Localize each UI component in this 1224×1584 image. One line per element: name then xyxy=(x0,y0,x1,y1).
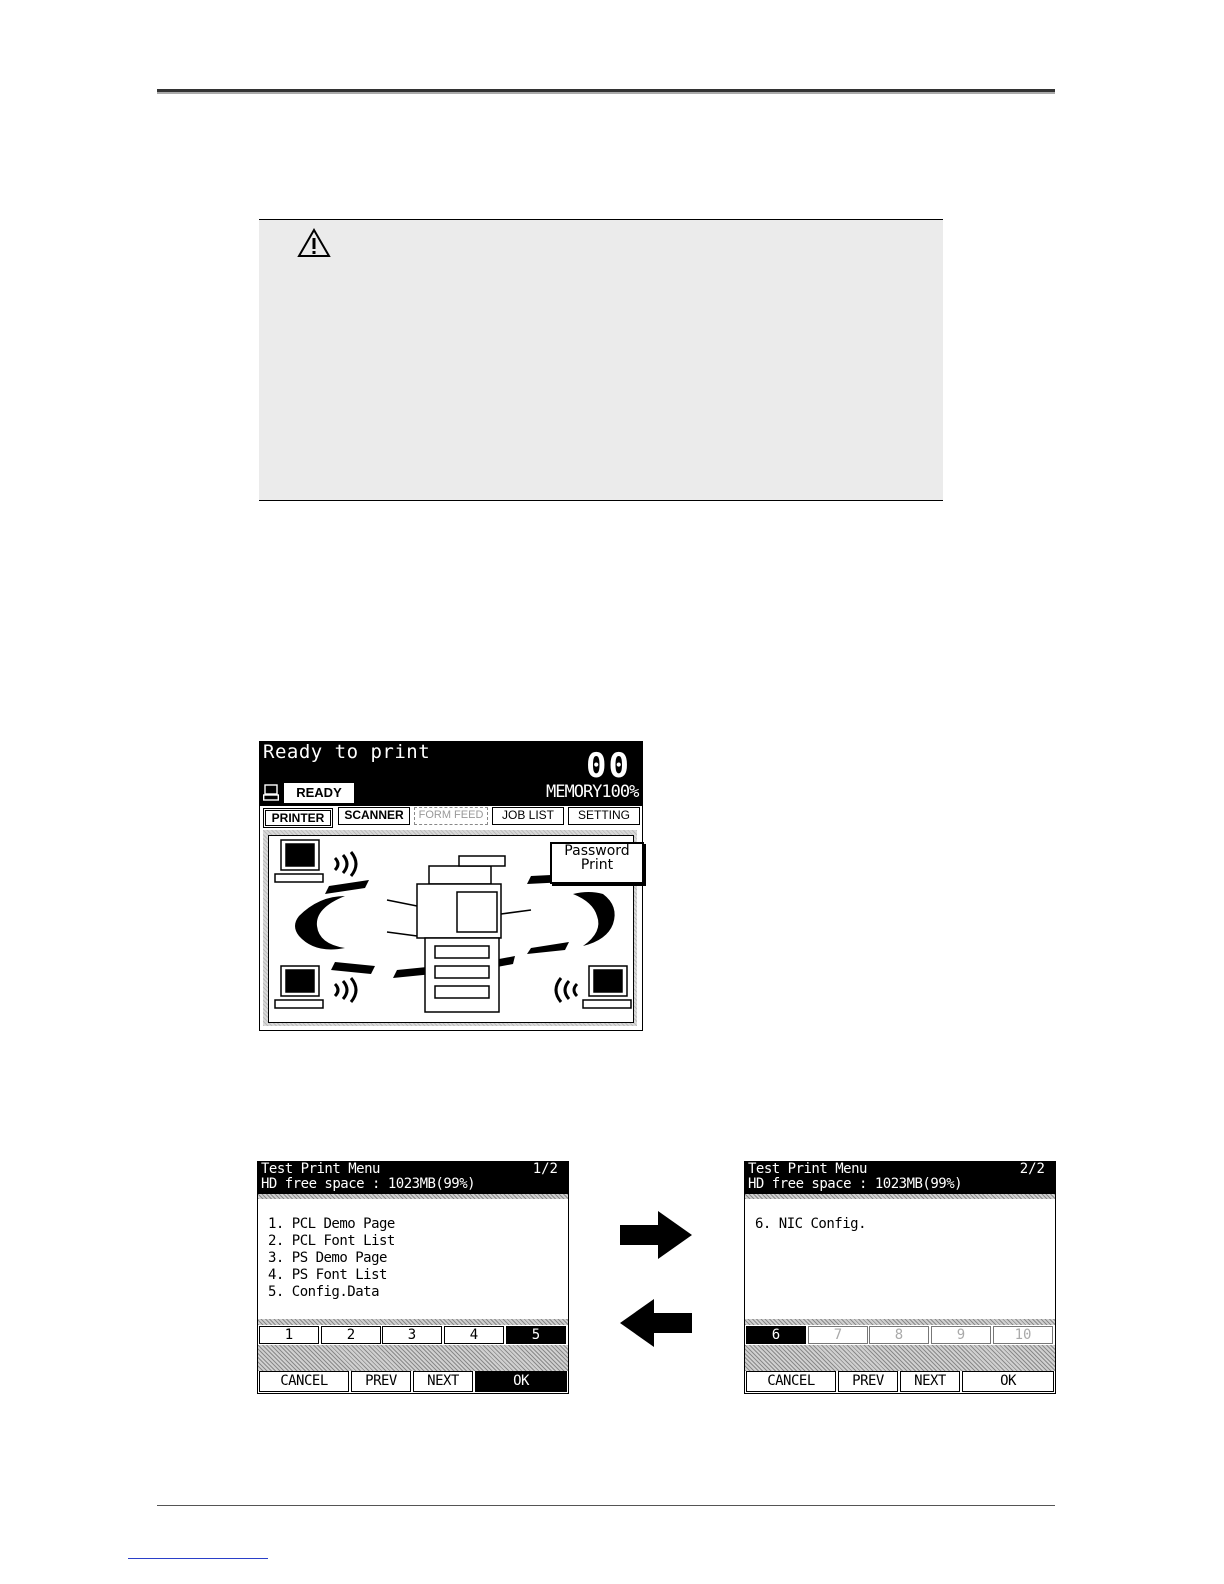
next-button[interactable]: NEXT xyxy=(900,1371,960,1392)
printer-illustration-area xyxy=(263,830,637,1026)
footer-link-underline xyxy=(128,1558,268,1559)
number-button-9: 9 xyxy=(931,1326,991,1344)
number-button-8: 8 xyxy=(869,1326,929,1344)
page-indicator: 2/2 xyxy=(1019,1161,1045,1177)
tab-printer[interactable]: PRINTER xyxy=(263,808,333,828)
caution-box xyxy=(259,219,943,501)
number-button-1[interactable]: 1 xyxy=(259,1326,319,1344)
warning-triangle-icon xyxy=(297,228,331,258)
mode-tabs xyxy=(260,806,642,828)
menu-action-buttons xyxy=(745,1371,1055,1393)
menu-title: Test Print Menu xyxy=(748,1161,867,1177)
list-item-ps-font-list[interactable]: 4. PS Font List xyxy=(268,1267,387,1283)
menu-action-buttons xyxy=(258,1371,568,1393)
printer-status-screen xyxy=(259,741,676,1031)
ready-badge: READY xyxy=(284,783,354,803)
list-item-pcl-font-list[interactable]: 2. PCL Font List xyxy=(268,1233,395,1249)
prev-button[interactable]: PREV xyxy=(351,1371,411,1392)
hatch-divider xyxy=(745,1345,1055,1371)
memory-indicator: MEMORY100% xyxy=(546,782,639,802)
next-button[interactable]: NEXT xyxy=(413,1371,473,1392)
list-item-ps-demo[interactable]: 3. PS Demo Page xyxy=(268,1250,387,1266)
number-button-10: 10 xyxy=(993,1326,1053,1344)
menu-list xyxy=(258,1199,568,1319)
hd-free-space: HD free space : 1023MB(99%) xyxy=(261,1176,476,1192)
header-rule xyxy=(157,89,1055,94)
copier-machine-icon xyxy=(387,856,531,1012)
number-button-5[interactable]: 5 xyxy=(506,1326,566,1344)
menu-header xyxy=(745,1162,1055,1194)
printer-icon xyxy=(263,784,279,801)
status-header xyxy=(260,741,676,806)
tab-form-feed[interactable]: FORM FEED xyxy=(414,807,488,825)
ok-button[interactable]: OK xyxy=(962,1371,1054,1392)
tab-scanner[interactable]: SCANNER xyxy=(338,807,410,825)
menu-title: Test Print Menu xyxy=(261,1161,380,1177)
test-print-menu-page-1 xyxy=(257,1161,569,1394)
menu-header xyxy=(258,1162,568,1194)
number-button-2[interactable]: 2 xyxy=(321,1326,381,1344)
arrow-right-icon xyxy=(620,1211,692,1259)
tab-job-list[interactable]: JOB LIST xyxy=(492,807,564,825)
number-button-6[interactable]: 6 xyxy=(746,1326,806,1344)
prev-button[interactable]: PREV xyxy=(838,1371,898,1392)
printer-illustration xyxy=(268,835,634,1023)
hd-free-space: HD free space : 1023MB(99%) xyxy=(748,1176,963,1192)
number-button-3[interactable]: 3 xyxy=(382,1326,442,1344)
status-text: Ready to print xyxy=(263,741,431,763)
footer-rule xyxy=(157,1505,1055,1506)
menu-list xyxy=(745,1199,1055,1319)
password-print-line2: Print xyxy=(580,857,614,873)
copy-counter: 00 0 xyxy=(586,746,676,786)
cancel-button[interactable]: CANCEL xyxy=(746,1371,836,1392)
password-print-button[interactable] xyxy=(550,842,644,884)
cancel-button[interactable]: CANCEL xyxy=(259,1371,349,1392)
number-selector xyxy=(258,1325,568,1345)
list-item-nic-config[interactable]: 6. NIC Config. xyxy=(755,1216,867,1232)
hatch-divider xyxy=(258,1345,568,1371)
number-button-7: 7 xyxy=(808,1326,868,1344)
tab-setting[interactable]: SETTING xyxy=(568,807,640,825)
number-button-4[interactable]: 4 xyxy=(444,1326,504,1344)
arrow-left-icon xyxy=(620,1299,692,1347)
list-item-config-data[interactable]: 5. Config.Data xyxy=(268,1284,380,1300)
password-print-line1: Password xyxy=(564,843,630,859)
list-item-pcl-demo[interactable]: 1. PCL Demo Page xyxy=(268,1216,395,1232)
page-indicator: 1/2 xyxy=(532,1161,558,1177)
ok-button[interactable]: OK xyxy=(475,1371,567,1392)
number-selector xyxy=(745,1325,1055,1345)
test-print-menu-page-2 xyxy=(744,1161,1056,1394)
